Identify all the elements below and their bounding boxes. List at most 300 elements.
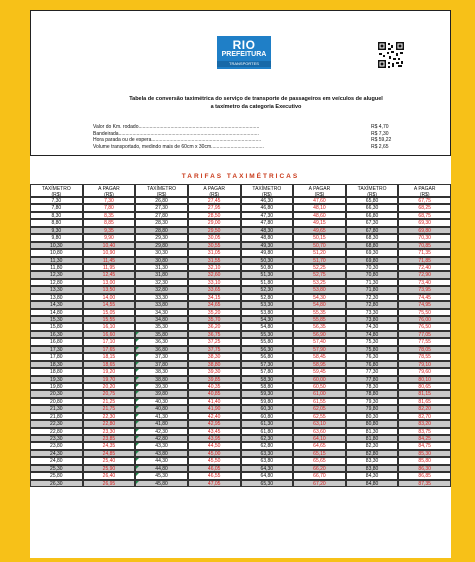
cell-taximetro: 17,30 (30, 346, 83, 353)
cell-a-pagar: 10,40 (83, 242, 136, 249)
cell-taximetro: 50,80 (241, 264, 294, 271)
cell-a-pagar: 17,10 (83, 338, 136, 345)
cell-a-pagar: 62,55 (293, 413, 346, 420)
cell-a-pagar: 15,55 (83, 316, 136, 323)
table-row (30, 398, 451, 405)
cell-taximetro: 46,30 (241, 197, 294, 204)
cell-taximetro: 70,80 (346, 271, 399, 278)
cell-taximetro: 48,80 (241, 234, 294, 241)
cell-taximetro: 7,80 (30, 204, 83, 211)
cell-a-pagar: 31,55 (188, 257, 241, 264)
cell-taximetro: 60,80 (241, 413, 294, 420)
cell-a-pagar: 86,85 (398, 472, 451, 479)
cell-a-pagar: 83,20 (398, 420, 451, 427)
column-header-taximetro: TAXÍMETRO (R$) (30, 184, 83, 197)
cell-a-pagar: 32,60 (188, 271, 241, 278)
cell-a-pagar: 68,75 (398, 212, 451, 219)
cell-taximetro: 65,30 (241, 480, 294, 487)
cell-taximetro: 32,80 (135, 286, 188, 293)
cell-a-pagar: 85,80 (398, 457, 451, 464)
cell-taximetro: 26,80 (135, 197, 188, 204)
table-row (30, 316, 451, 323)
cell-taximetro: 9,80 (30, 234, 83, 241)
cell-taximetro: 7,30 (30, 197, 83, 204)
cell-a-pagar: 49,65 (293, 227, 346, 234)
cell-taximetro: 37,80 (135, 361, 188, 368)
table-row (30, 234, 451, 241)
cell-a-pagar: 27,45 (188, 197, 241, 204)
cell-a-pagar: 63,10 (293, 420, 346, 427)
cell-taximetro: 56,80 (241, 353, 294, 360)
cell-a-pagar: 11,45 (83, 257, 136, 264)
cell-a-pagar: 85,30 (398, 450, 451, 457)
cell-taximetro: 21,30 (30, 405, 83, 412)
cell-a-pagar: 61,00 (293, 390, 346, 397)
cell-a-pagar: 56,90 (293, 331, 346, 338)
cell-a-pagar: 15,05 (83, 309, 136, 316)
cell-a-pagar: 13,50 (83, 286, 136, 293)
cell-taximetro: 55,30 (241, 331, 294, 338)
table-row (30, 331, 451, 338)
rio-prefeitura-logo: RIO PREFEITURA TRANSPORTES (217, 36, 271, 69)
table-row (30, 271, 451, 278)
cell-a-pagar: 36,20 (188, 323, 241, 330)
cell-taximetro: 38,30 (135, 368, 188, 375)
cell-taximetro: 52,80 (241, 294, 294, 301)
cell-taximetro: 27,80 (135, 212, 188, 219)
cell-taximetro: 29,30 (135, 234, 188, 241)
cell-a-pagar: 41,90 (188, 405, 241, 412)
cell-taximetro: 44,80 (135, 465, 188, 472)
cell-taximetro: 38,80 (135, 376, 188, 383)
cell-a-pagar: 65,15 (293, 450, 346, 457)
cell-taximetro: 64,80 (241, 472, 294, 479)
cell-a-pagar: 62,05 (293, 405, 346, 412)
cell-taximetro: 36,30 (135, 338, 188, 345)
cell-a-pagar: 23,30 (83, 428, 136, 435)
cell-taximetro: 36,80 (135, 346, 188, 353)
cell-a-pagar: 18,15 (83, 353, 136, 360)
cell-taximetro: 22,30 (30, 420, 83, 427)
cell-taximetro: 43,80 (135, 450, 188, 457)
cell-taximetro: 14,30 (30, 301, 83, 308)
table-row (30, 301, 451, 308)
cell-a-pagar: 41,40 (188, 398, 241, 405)
cell-a-pagar: 17,65 (83, 346, 136, 353)
table-row (30, 480, 451, 487)
cell-a-pagar: 22,80 (83, 420, 136, 427)
cell-taximetro: 78,30 (346, 383, 399, 390)
cell-taximetro: 49,80 (241, 249, 294, 256)
cell-taximetro: 11,80 (30, 264, 83, 271)
cell-a-pagar: 49,15 (293, 219, 346, 226)
cell-a-pagar: 25,90 (83, 465, 136, 472)
cell-taximetro: 25,30 (30, 465, 83, 472)
table-row (30, 346, 451, 353)
cell-a-pagar: 43,45 (188, 428, 241, 435)
cell-a-pagar: 37,75 (188, 346, 241, 353)
cell-a-pagar: 64,65 (293, 442, 346, 449)
cell-taximetro: 77,80 (346, 376, 399, 383)
table-row (30, 219, 451, 226)
cell-taximetro: 58,80 (241, 383, 294, 390)
cell-a-pagar: 16,10 (83, 323, 136, 330)
cell-taximetro: 44,30 (135, 457, 188, 464)
document-title: Tabela de conversão taximétrica do serviço de transporte de passageiros em veículos de aluguel a taxímetro da categoria Executivo (129, 96, 383, 110)
table-row (30, 279, 451, 286)
cell-taximetro: 28,30 (135, 219, 188, 226)
table-row (30, 420, 451, 427)
cell-a-pagar: 21,25 (83, 398, 136, 405)
cell-a-pagar: 8,85 (83, 219, 136, 226)
cell-a-pagar: 72,40 (398, 264, 451, 271)
cell-a-pagar: 24,85 (83, 450, 136, 457)
cell-taximetro: 23,80 (30, 442, 83, 449)
cell-taximetro: 41,80 (135, 420, 188, 427)
table-row (30, 309, 451, 316)
table-row (30, 428, 451, 435)
cell-taximetro: 20,80 (30, 398, 83, 405)
cell-a-pagar: 12,45 (83, 271, 136, 278)
cell-taximetro: 77,30 (346, 368, 399, 375)
cell-a-pagar: 52,75 (293, 271, 346, 278)
cell-a-pagar: 8,35 (83, 212, 136, 219)
cell-a-pagar: 16,60 (83, 331, 136, 338)
cell-a-pagar: 37,25 (188, 338, 241, 345)
cell-a-pagar: 74,45 (398, 294, 451, 301)
cell-taximetro: 14,80 (30, 309, 83, 316)
table-row (30, 212, 451, 219)
cell-a-pagar: 34,15 (188, 294, 241, 301)
cell-a-pagar: 39,30 (188, 368, 241, 375)
cell-taximetro: 15,30 (30, 316, 83, 323)
cell-a-pagar: 26,40 (83, 472, 136, 479)
cell-a-pagar: 32,10 (188, 264, 241, 271)
cell-taximetro: 58,30 (241, 376, 294, 383)
cell-taximetro: 66,80 (346, 212, 399, 219)
cell-taximetro: 63,80 (241, 457, 294, 464)
table-row (30, 249, 451, 256)
cell-a-pagar: 35,70 (188, 316, 241, 323)
table-row (30, 465, 451, 472)
table-row (30, 390, 451, 397)
cell-taximetro: 19,30 (30, 376, 83, 383)
cell-taximetro: 39,30 (135, 383, 188, 390)
cell-a-pagar: 38,30 (188, 353, 241, 360)
cell-taximetro: 23,30 (30, 435, 83, 442)
table-row (30, 457, 451, 464)
cell-taximetro: 35,30 (135, 323, 188, 330)
cell-a-pagar: 33,10 (188, 279, 241, 286)
table-row (30, 294, 451, 301)
cell-a-pagar: 42,95 (188, 420, 241, 427)
cell-a-pagar: 11,95 (83, 264, 136, 271)
cell-taximetro: 10,80 (30, 249, 83, 256)
qr-code-icon (377, 41, 405, 69)
cell-a-pagar: 36,75 (188, 331, 241, 338)
cell-taximetro: 40,30 (135, 398, 188, 405)
cell-taximetro: 83,80 (346, 465, 399, 472)
cell-taximetro: 52,30 (241, 286, 294, 293)
table-row (30, 197, 451, 204)
cell-taximetro: 11,30 (30, 257, 83, 264)
cell-taximetro: 13,30 (30, 286, 83, 293)
section-title: TARIFAS TAXIMÉTRICAS (181, 173, 300, 180)
cell-a-pagar: 57,90 (293, 346, 346, 353)
cell-a-pagar: 26,95 (83, 480, 136, 487)
cell-a-pagar: 61,55 (293, 398, 346, 405)
cell-a-pagar: 66,70 (293, 472, 346, 479)
cell-a-pagar: 71,85 (398, 257, 451, 264)
cell-taximetro: 59,80 (241, 398, 294, 405)
cell-a-pagar: 23,85 (83, 435, 136, 442)
cell-a-pagar: 13,00 (83, 279, 136, 286)
cell-taximetro: 53,30 (241, 301, 294, 308)
cell-a-pagar: 50,70 (293, 242, 346, 249)
cell-a-pagar: 67,75 (398, 197, 451, 204)
table-body (30, 197, 451, 487)
cell-a-pagar: 44,50 (188, 442, 241, 449)
cell-a-pagar: 71,35 (398, 249, 451, 256)
cell-a-pagar: 73,40 (398, 279, 451, 286)
cell-taximetro: 54,80 (241, 323, 294, 330)
table-row (30, 353, 451, 360)
cell-a-pagar: 51,20 (293, 249, 346, 256)
cell-taximetro: 69,30 (346, 249, 399, 256)
cell-a-pagar: 51,70 (293, 257, 346, 264)
cell-taximetro: 55,80 (241, 338, 294, 345)
cell-taximetro: 56,30 (241, 346, 294, 353)
table-row (30, 338, 451, 345)
rate-row-volume: Volume transportado, medindo mais de 60cm x 30cm...................................... R$ 2,65 (93, 143, 389, 150)
cell-taximetro: 8,80 (30, 219, 83, 226)
cell-taximetro: 79,80 (346, 405, 399, 412)
cell-taximetro: 13,80 (30, 294, 83, 301)
cell-taximetro: 32,30 (135, 279, 188, 286)
cell-a-pagar: 60,50 (293, 383, 346, 390)
cell-taximetro: 80,80 (346, 420, 399, 427)
cell-taximetro: 47,30 (241, 212, 294, 219)
cell-taximetro: 75,30 (346, 338, 399, 345)
cell-a-pagar: 29,50 (188, 227, 241, 234)
cell-taximetro: 22,80 (30, 428, 83, 435)
cell-taximetro: 61,80 (241, 428, 294, 435)
cell-a-pagar: 7,30 (83, 197, 136, 204)
cell-taximetro: 39,80 (135, 390, 188, 397)
column-header-a-pagar: A PAGAR (R$) (83, 184, 136, 197)
cell-taximetro: 45,30 (135, 472, 188, 479)
document-header (30, 10, 451, 156)
cell-a-pagar: 46,55 (188, 472, 241, 479)
cell-a-pagar: 68,25 (398, 204, 451, 211)
cell-a-pagar: 78,55 (398, 353, 451, 360)
cell-taximetro: 10,30 (30, 242, 83, 249)
cell-taximetro: 42,30 (135, 428, 188, 435)
cell-taximetro: 51,80 (241, 279, 294, 286)
cell-taximetro: 68,80 (346, 242, 399, 249)
cell-taximetro: 43,30 (135, 442, 188, 449)
cell-a-pagar: 55,35 (293, 309, 346, 316)
table-row (30, 413, 451, 420)
cell-taximetro: 59,30 (241, 390, 294, 397)
cell-a-pagar: 14,55 (83, 301, 136, 308)
cell-a-pagar: 63,60 (293, 428, 346, 435)
cell-taximetro: 12,80 (30, 279, 83, 286)
cell-a-pagar: 34,65 (188, 301, 241, 308)
cell-a-pagar: 65,65 (293, 457, 346, 464)
cell-taximetro: 24,80 (30, 457, 83, 464)
cell-taximetro: 29,80 (135, 242, 188, 249)
cell-taximetro: 25,80 (30, 472, 83, 479)
cell-taximetro: 71,80 (346, 286, 399, 293)
cell-taximetro: 74,80 (346, 331, 399, 338)
cell-taximetro: 18,80 (30, 368, 83, 375)
cell-a-pagar: 20,75 (83, 390, 136, 397)
cell-taximetro: 34,80 (135, 316, 188, 323)
cell-taximetro: 30,80 (135, 257, 188, 264)
cell-a-pagar: 73,95 (398, 286, 451, 293)
cell-a-pagar: 64,10 (293, 435, 346, 442)
cell-taximetro: 62,30 (241, 435, 294, 442)
cell-a-pagar: 33,65 (188, 286, 241, 293)
cell-a-pagar: 58,95 (293, 361, 346, 368)
cell-a-pagar: 47,60 (293, 197, 346, 204)
cell-a-pagar: 7,80 (83, 204, 136, 211)
cell-taximetro: 30,30 (135, 249, 188, 256)
cell-a-pagar: 25,40 (83, 457, 136, 464)
cell-a-pagar: 45,50 (188, 457, 241, 464)
table-row (30, 442, 451, 449)
table-row (30, 405, 451, 412)
cell-a-pagar: 78,05 (398, 346, 451, 353)
cell-a-pagar: 38,80 (188, 361, 241, 368)
cell-a-pagar: 46,05 (188, 465, 241, 472)
table-row (30, 450, 451, 457)
cell-taximetro: 46,80 (241, 204, 294, 211)
cell-a-pagar: 22,30 (83, 413, 136, 420)
cell-a-pagar: 14,00 (83, 294, 136, 301)
cell-a-pagar: 56,35 (293, 323, 346, 330)
column-header-a-pagar: A PAGAR (R$) (398, 184, 451, 197)
cell-a-pagar: 86,30 (398, 465, 451, 472)
cell-a-pagar: 48,60 (293, 212, 346, 219)
table-row (30, 227, 451, 234)
cell-taximetro: 64,30 (241, 465, 294, 472)
table-row (30, 242, 451, 249)
cell-taximetro: 80,30 (346, 413, 399, 420)
cell-taximetro: 73,30 (346, 309, 399, 316)
cell-taximetro: 84,30 (346, 472, 399, 479)
cell-taximetro: 28,80 (135, 227, 188, 234)
cell-a-pagar: 77,55 (398, 338, 451, 345)
cell-a-pagar: 84,25 (398, 435, 451, 442)
cell-taximetro: 49,30 (241, 242, 294, 249)
cell-taximetro: 48,30 (241, 227, 294, 234)
cell-a-pagar: 60,00 (293, 376, 346, 383)
cell-taximetro: 9,30 (30, 227, 83, 234)
cell-taximetro: 37,30 (135, 353, 188, 360)
cell-a-pagar: 42,40 (188, 413, 241, 420)
table-row (30, 361, 451, 368)
cell-taximetro: 78,80 (346, 390, 399, 397)
cell-taximetro: 26,30 (30, 480, 83, 487)
cell-a-pagar: 84,75 (398, 442, 451, 449)
cell-taximetro: 19,80 (30, 383, 83, 390)
cell-a-pagar: 40,85 (188, 390, 241, 397)
cell-taximetro: 67,80 (346, 227, 399, 234)
cell-a-pagar: 81,65 (398, 398, 451, 405)
cell-a-pagar: 59,45 (293, 368, 346, 375)
cell-taximetro: 41,30 (135, 413, 188, 420)
cell-taximetro: 71,30 (346, 279, 399, 286)
cell-a-pagar: 47,05 (188, 480, 241, 487)
cell-a-pagar: 81,15 (398, 390, 451, 397)
table-row (30, 264, 451, 271)
cell-taximetro: 31,30 (135, 264, 188, 271)
cell-a-pagar: 76,00 (398, 316, 451, 323)
cell-taximetro: 82,80 (346, 450, 399, 457)
cell-a-pagar: 72,90 (398, 271, 451, 278)
column-header-a-pagar: A PAGAR (R$) (188, 184, 241, 197)
cell-a-pagar: 54,80 (293, 301, 346, 308)
cell-a-pagar: 24,35 (83, 442, 136, 449)
cell-taximetro: 68,30 (346, 234, 399, 241)
rate-row-hora-parada: Hora parada ou de espera............................................................................... R$ 59,22 (93, 137, 392, 143)
cell-a-pagar: 83,75 (398, 428, 451, 435)
cell-taximetro: 74,30 (346, 323, 399, 330)
cell-taximetro: 57,30 (241, 361, 294, 368)
column-header-a-pagar: A PAGAR (R$) (293, 184, 346, 197)
cell-taximetro: 73,80 (346, 316, 399, 323)
cell-a-pagar: 35,20 (188, 309, 241, 316)
cell-taximetro: 42,80 (135, 435, 188, 442)
cell-a-pagar: 48,10 (293, 204, 346, 211)
cell-taximetro: 33,80 (135, 301, 188, 308)
table-row (30, 286, 451, 293)
fare-table (30, 184, 451, 487)
cell-a-pagar: 82,20 (398, 405, 451, 412)
cell-a-pagar: 40,35 (188, 383, 241, 390)
cell-a-pagar: 53,80 (293, 286, 346, 293)
cell-a-pagar: 79,60 (398, 368, 451, 375)
cell-taximetro: 70,30 (346, 264, 399, 271)
cell-taximetro: 24,30 (30, 450, 83, 457)
cell-taximetro: 76,80 (346, 361, 399, 368)
cell-taximetro: 16,80 (30, 338, 83, 345)
cell-a-pagar: 27,95 (188, 204, 241, 211)
cell-taximetro: 75,80 (346, 346, 399, 353)
table-row (30, 376, 451, 383)
cell-a-pagar: 70,85 (398, 242, 451, 249)
cell-a-pagar: 69,80 (398, 227, 451, 234)
cell-a-pagar: 39,85 (188, 376, 241, 383)
cell-taximetro: 47,80 (241, 219, 294, 226)
cell-taximetro: 84,80 (346, 480, 399, 487)
cell-a-pagar: 30,05 (188, 234, 241, 241)
cell-a-pagar: 80,10 (398, 376, 451, 383)
cell-taximetro: 69,80 (346, 257, 399, 264)
cell-a-pagar: 80,65 (398, 383, 451, 390)
cell-taximetro: 20,30 (30, 390, 83, 397)
rate-row-km: Valor do Km. rodado....................................................................................... R$ 4,70 (93, 124, 389, 130)
cell-taximetro: 65,80 (346, 197, 399, 204)
cell-taximetro: 63,30 (241, 450, 294, 457)
cell-taximetro: 18,30 (30, 361, 83, 368)
cell-a-pagar: 45,00 (188, 450, 241, 457)
cell-a-pagar: 28,50 (188, 212, 241, 219)
cell-taximetro: 72,30 (346, 294, 399, 301)
cell-a-pagar: 43,95 (188, 435, 241, 442)
